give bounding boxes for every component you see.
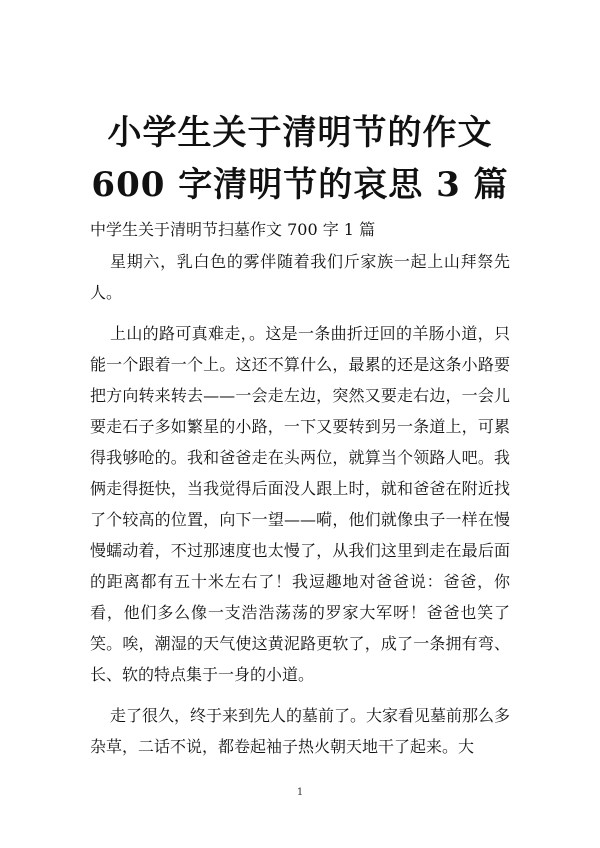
document-title-line-1: 小学生关于清明节的作文: [107, 113, 493, 153]
page-number: 1: [296, 787, 304, 798]
paragraph-2: 上山的路可真难走，。这是一条曲折迂回的羊肠小道，只能一个跟着一个上。这还不算什么，最累的还是这条小路要把方向转来转去——一会走左边，突然又要走右边，一会儿要走石子多如繁星的小路，一下又要转到另一条道上，可累得我够呛的。我和爸爸走在头两位，就算当个领路人吧。我俩走得挺快，当我觉得后面没人跟上时，就和爸爸在附近找了个较高的位置，向下一望——嗬，他们就像虫子一样在慢慢蠕动着，不过那速度也太慢了，从我们这里到走在最后面的距离都有五十米左右了！我逗趣地对爸爸说：爸爸，你看，他们多么像一支浩浩荡荡的罗家大军呀！爸爸也笑了笑。唉，潮湿的天气使这黄泥路更软了，成了一条拥有弯、长、软的特点集于一身的小道。: [90, 324, 510, 684]
paragraph-3: 走了很久，终于来到先人的墓前了。大家看见墓前那么多杂草，二话不说，都卷起袖子热火朝天地干了起来。大: [90, 706, 511, 756]
document-title-line-2: 600 字清明节的哀思 3 篇: [91, 165, 509, 205]
article-body: [90, 246, 510, 772]
paragraph-1: 星期六，乳白色的雾伴随着我们斤家族一起上山拜祭先人。: [90, 252, 510, 302]
article-heading: 中学生关于清明节扫墓作文 700 字 1 篇: [90, 220, 376, 239]
